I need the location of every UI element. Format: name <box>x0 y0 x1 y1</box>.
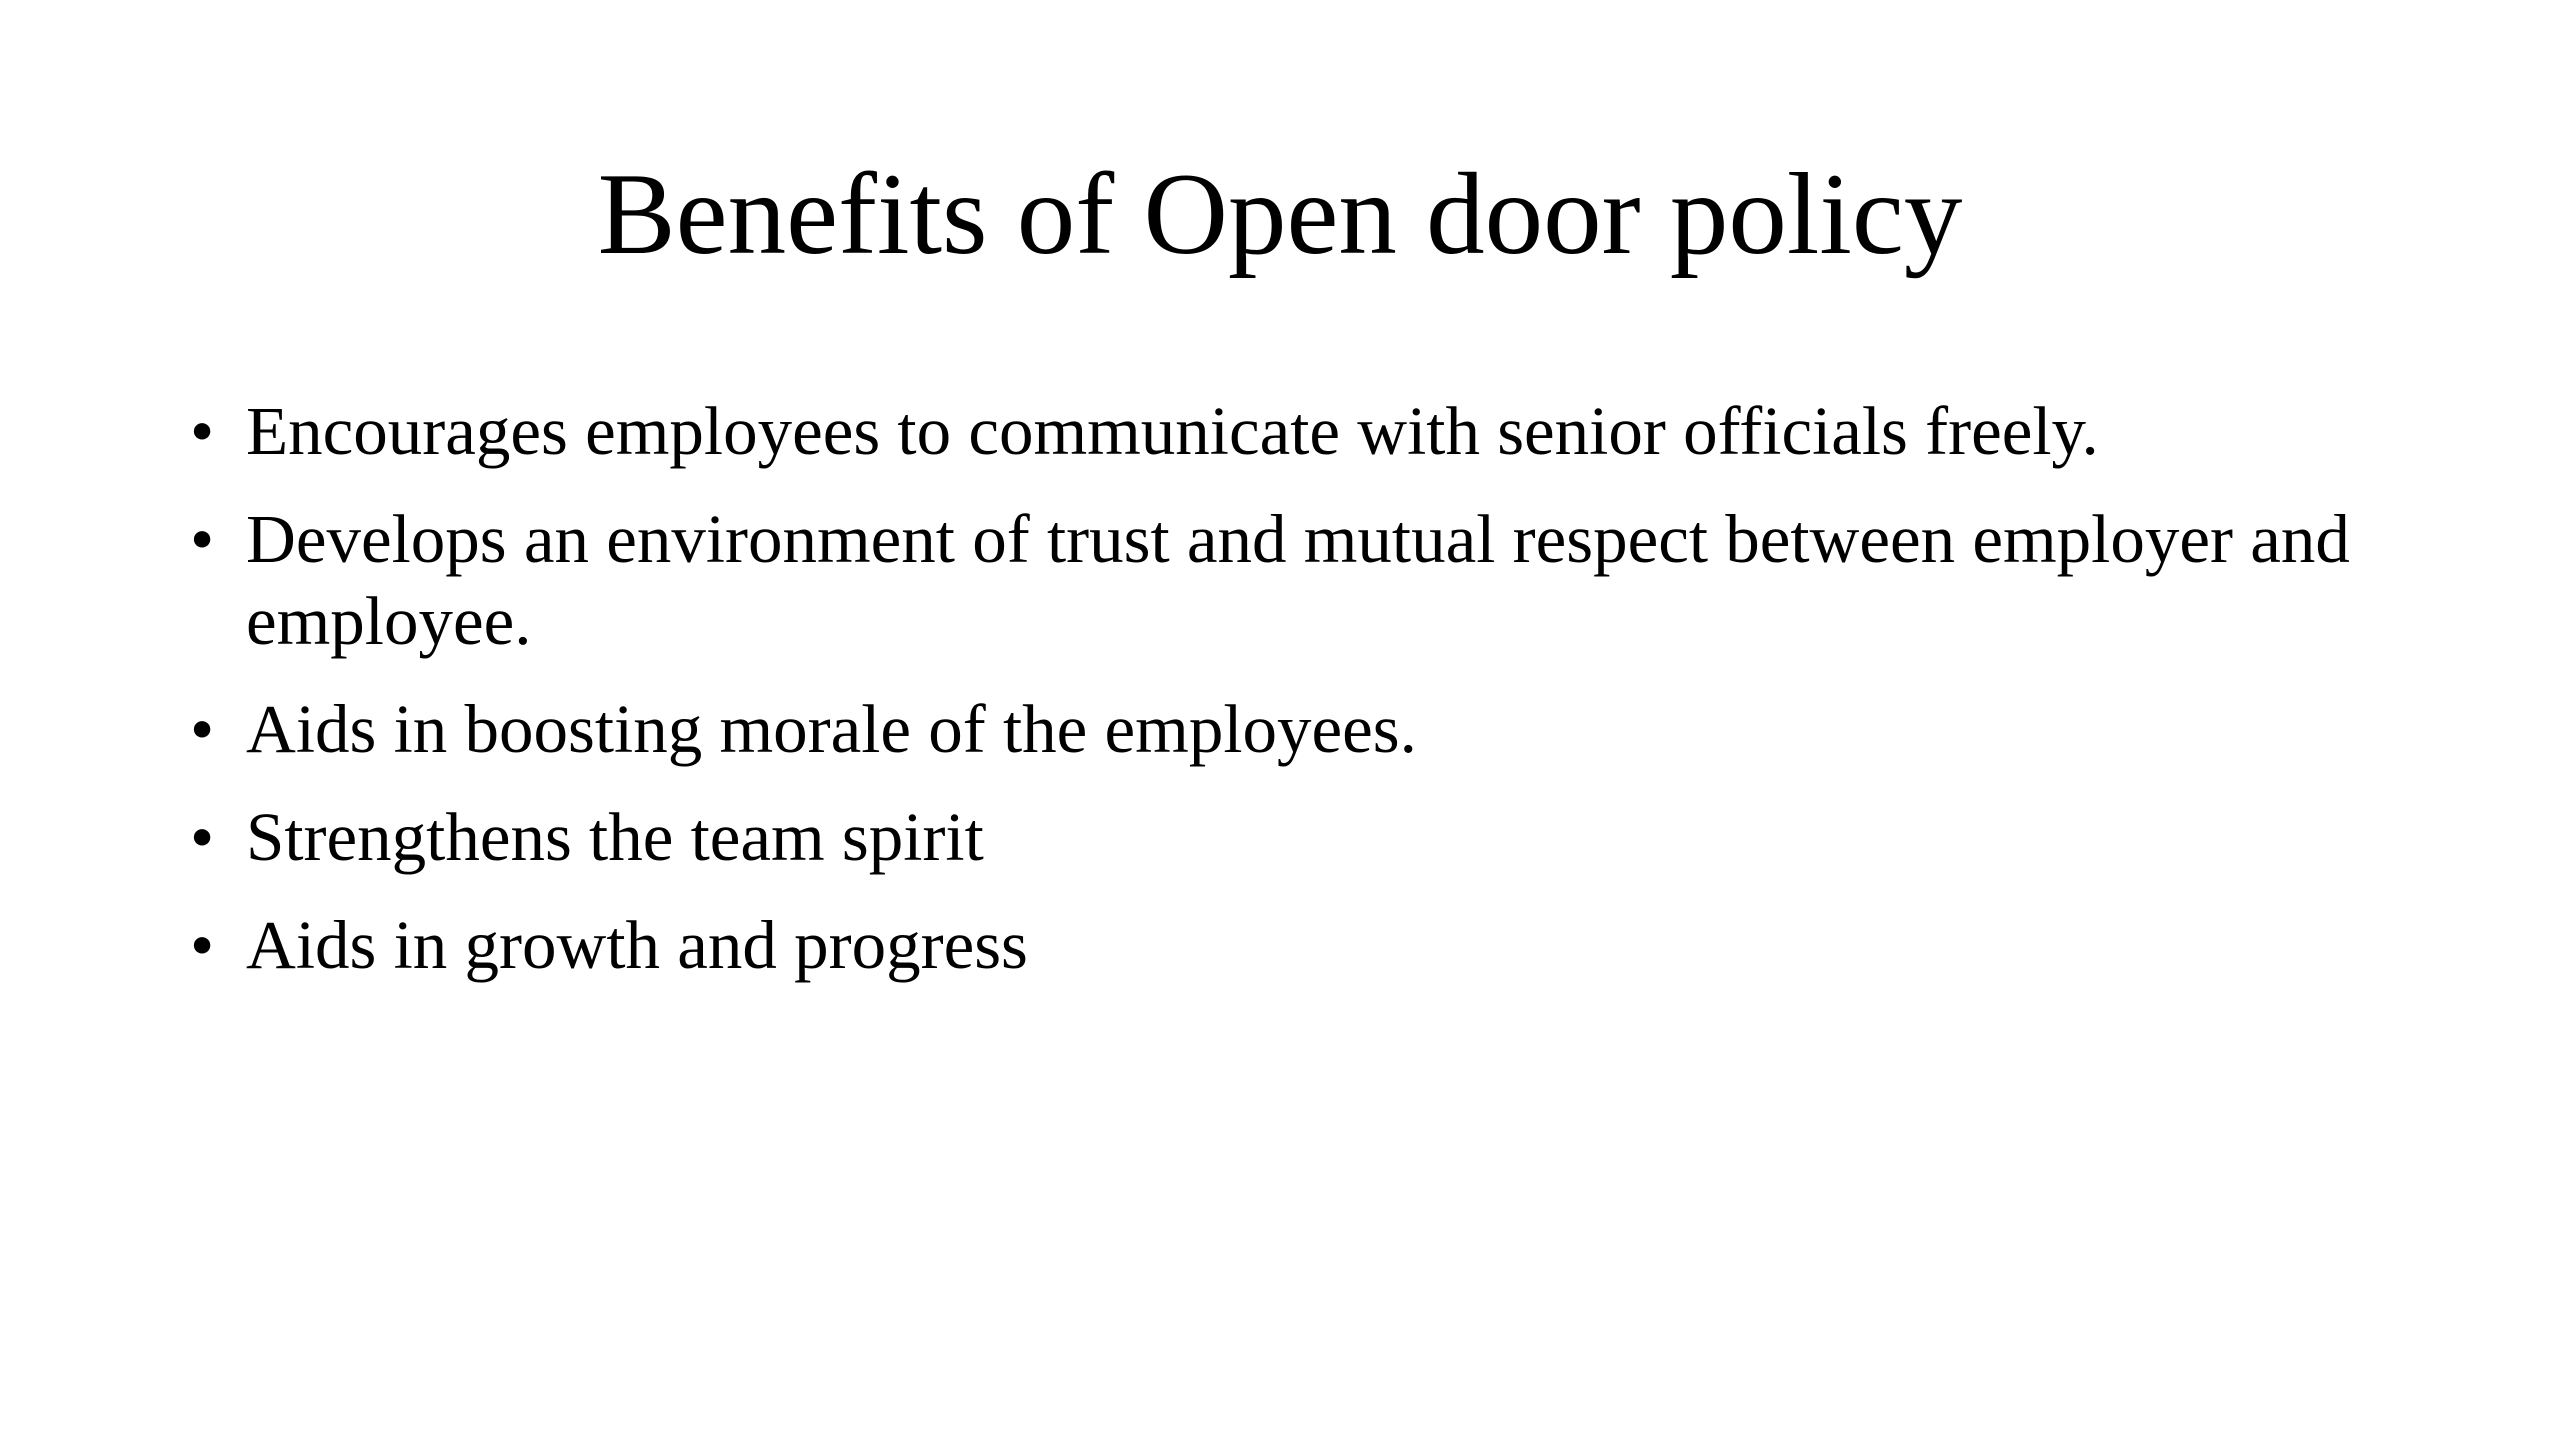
bullet-item-trust <box>190 498 2390 662</box>
bullet-text: Develops an environment of trust and mutual respect between employer and employee. <box>246 501 2350 659</box>
bullet-dot-icon: • <box>190 799 215 875</box>
bullet-dot-icon: • <box>190 501 215 577</box>
bullet-text: Encourages employees to communicate with senior officials freely. <box>246 393 2099 469</box>
bullet-item-team-spirit <box>190 796 2390 878</box>
bullet-list <box>190 390 2390 1012</box>
bullet-text: Strengthens the team spirit <box>246 799 984 875</box>
slide-title: Benefits of Open door policy <box>597 150 1963 279</box>
bullet-dot-icon: • <box>190 393 215 469</box>
bullet-dot-icon: • <box>190 691 215 767</box>
bullet-item-growth <box>190 904 2390 986</box>
bullet-text: Aids in boosting morale of the employees. <box>246 691 1417 767</box>
bullet-item-morale <box>190 688 2390 770</box>
bullet-text: Aids in growth and progress <box>246 907 1028 983</box>
bullet-item-communication <box>190 390 2390 472</box>
bullet-dot-icon: • <box>190 907 215 983</box>
